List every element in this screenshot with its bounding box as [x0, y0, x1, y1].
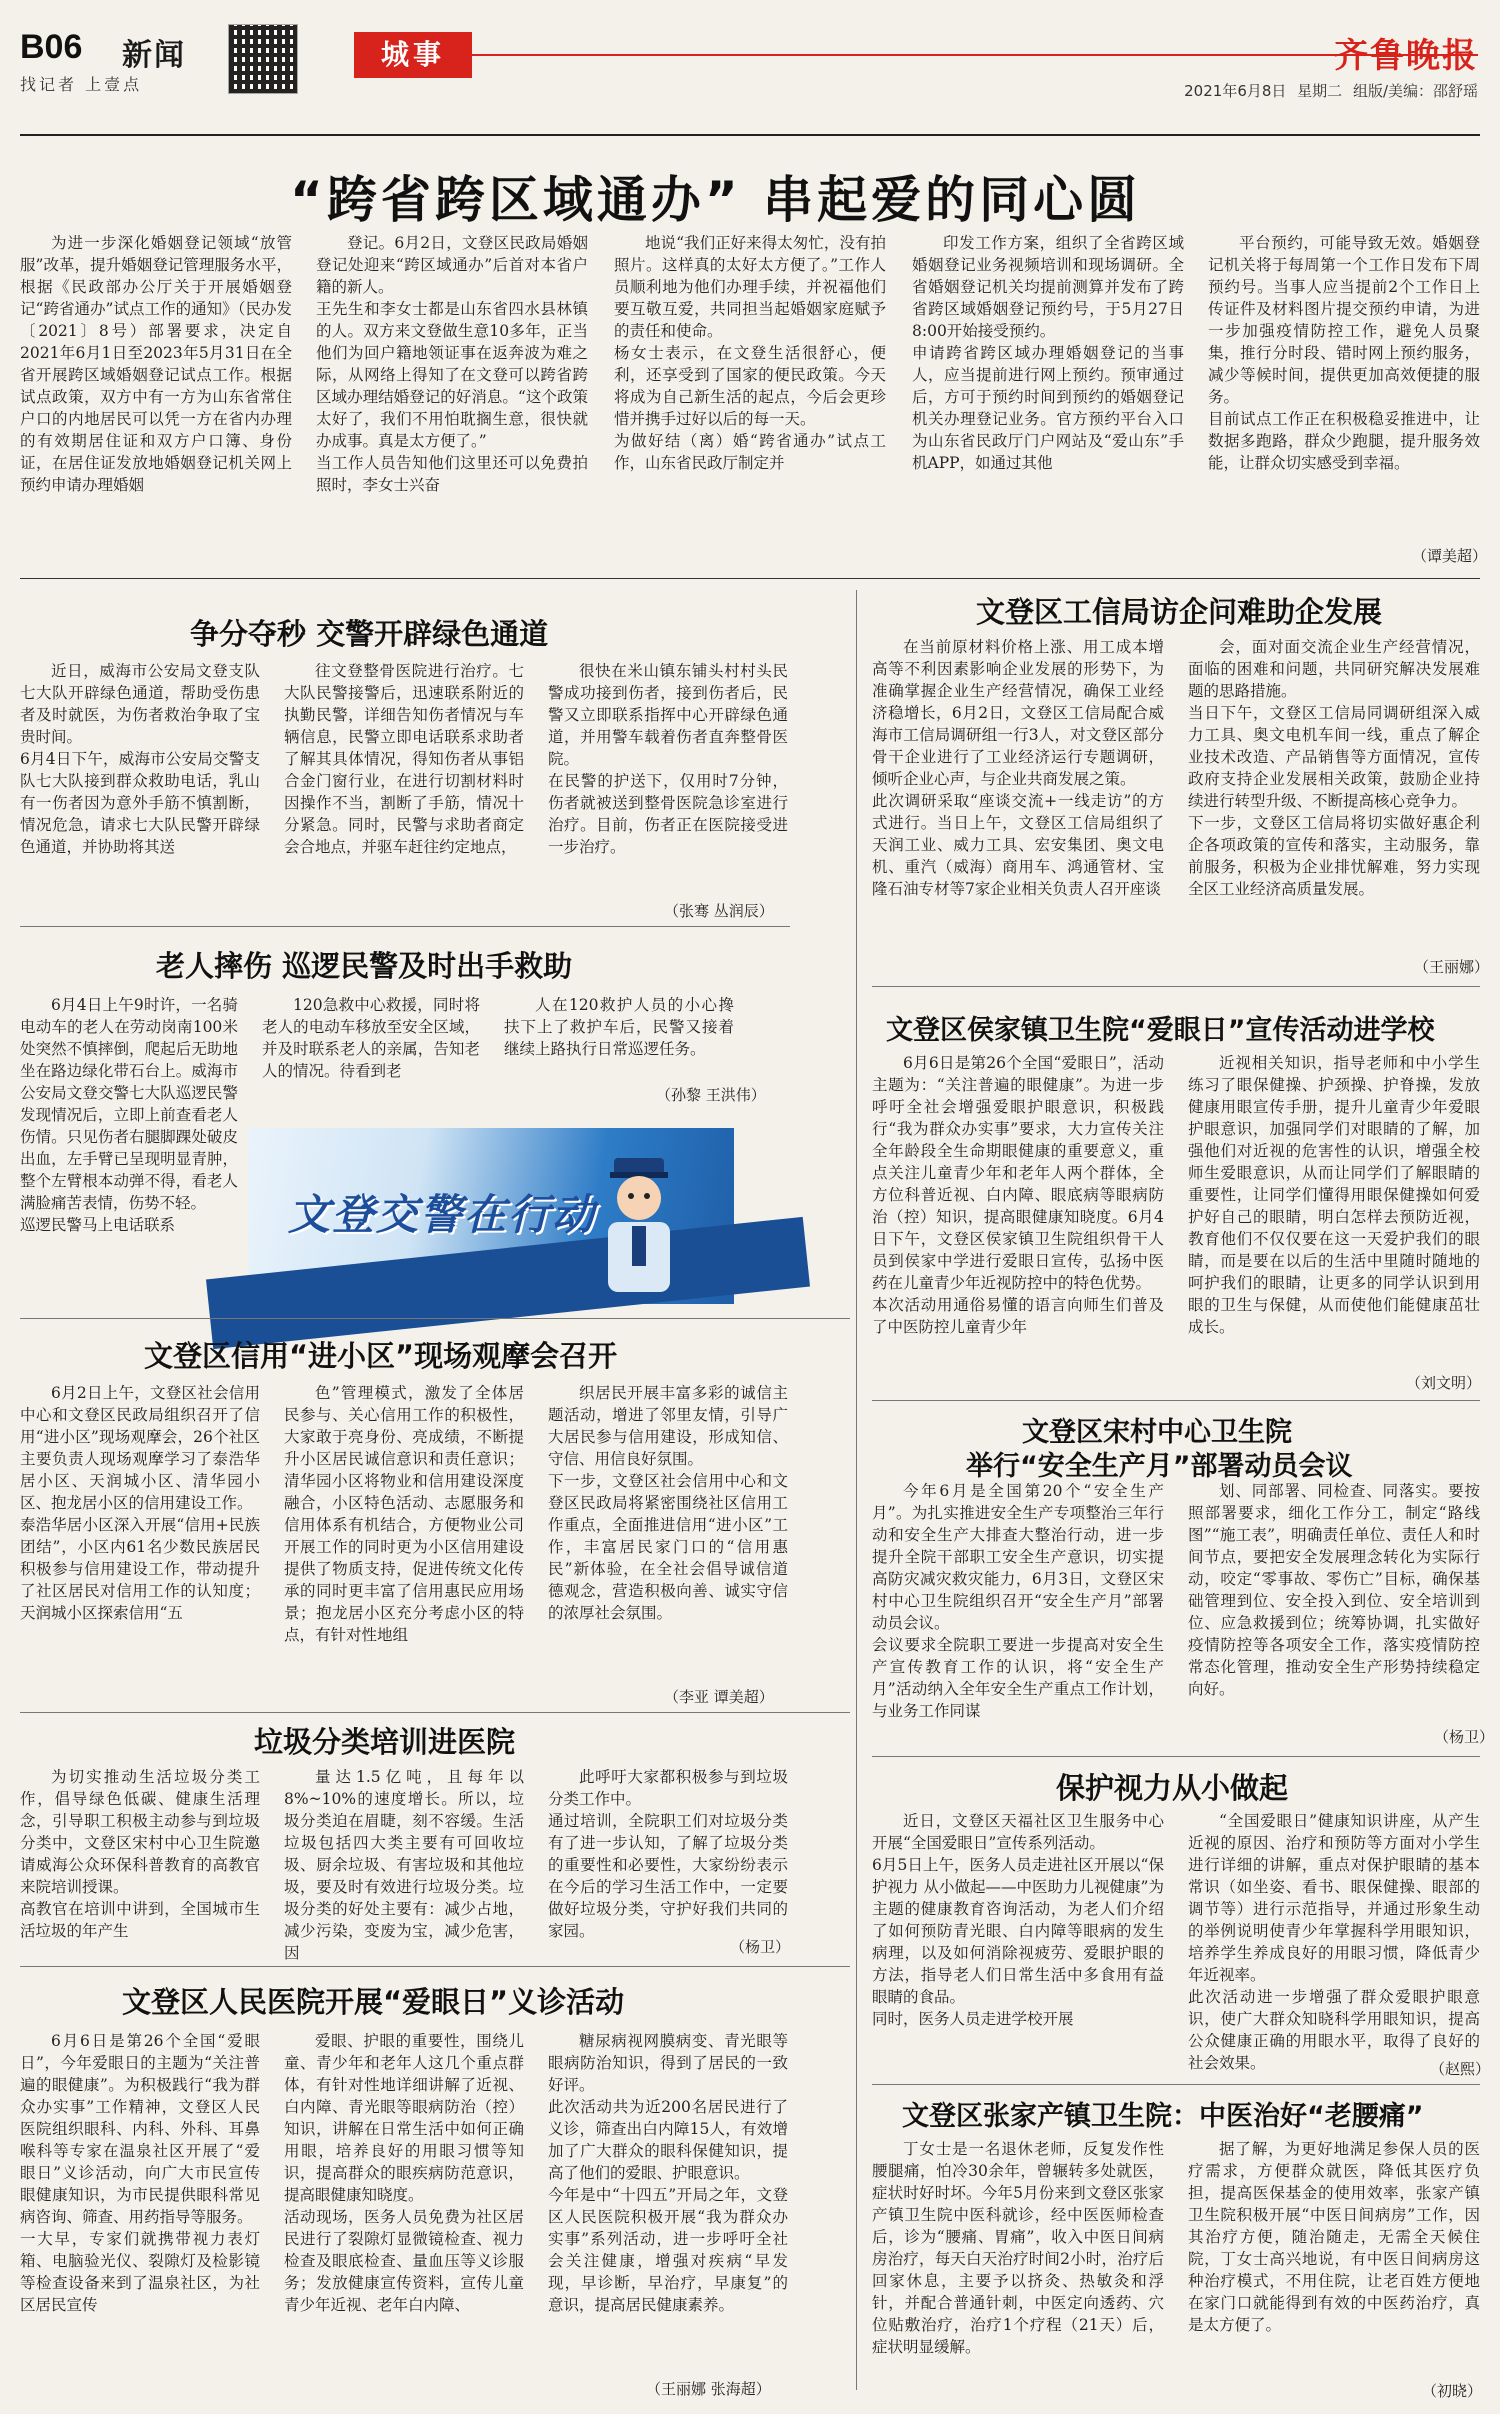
divider — [20, 926, 790, 927]
tag-rule — [472, 54, 1478, 56]
article-text: 印发工作方案，组织了全省跨区域婚姻登记业务视频培训和现场调研。全省婚姻登记机关均提前测算并发布了跨省跨区域婚姻登记预约号，于5月27日8:00开始接受预约。 申请跨省跨区域办理婚姻登记的当事人，应当提前进行网上预约。预审通过后，方可于预约时间到预约的婚姻登记机关办理登记业务。官方预约平台入口为山东省民政厅门户网站及“爱山东”手机APP，如通过其他 — [912, 234, 1184, 472]
headline-tcm-backpain: 文登区张家产镇卫生院：中医治好“老腰痛” — [902, 2101, 1424, 2132]
article-text: “全国爱眼日”健康知识讲座，从产生近视的原因、治疗和预防等方面对小学生进行详细的讲解，重点对保护眼睛的基本常识（如坐姿、看书、眼保健操、眼部的调节等）进行示范指导，并通过形象生动的举例说明使青少年掌握科学用眼知识，培养学生养成良好的用眼习惯，降低青少年近视率。 此次活动进一步增强了群众爱眼护眼意识，使广大群众知晓科学用眼知识，提高公众健康正确的用眼水平，取得了良好的社会效果。 — [1188, 1812, 1480, 2072]
article-text: 糖尿病视网膜病变、青光眼等眼病防治知识，得到了居民的一致好评。 此次活动共为近200名居民进行了义诊，筛查出白内障15人，有效增加了广大群众的眼科保健知识，提高了他们的爱眼、护眼意识。 今年是中“十四五”开局之年，文登区人民医院积极开展“我为群众办实事”系列活动，进一步呼吁全社会关注健康，增强对疾病“早发现，早诊断，早治疗，早康复”的意识，提高居民健康素养。 — [548, 2032, 788, 2314]
article-text: 今年6月是全国第20个“安全生产月”。为扎实推进安全生产专项整治三年行动和安全生产大排查大整治行动，进一步提升全院干部职工安全生产意识，切实提高防灾减灾救灾能力，6月3日，文登区宋村中心卫生院组织召开“安全生产月”部署动员会议。 会议要求全院职工要进一步提高对安全生产宣传教育工作的认识，将“安全生产月”活动纳入全年安全生产重点工作计划，与业务工作同谋 — [872, 1482, 1164, 1720]
divider — [872, 1756, 1480, 1757]
article-credit: （谭美超） — [1412, 547, 1488, 565]
byline: 找记者 上壹点 — [20, 75, 143, 94]
headline-garbage-sorting: 垃圾分类培训进医院 — [254, 1725, 516, 1759]
article-text: 平台预约，可能导致无效。婚姻登记机关将于每周第一个工作日发布下周预约号。当事人应当提前2个工作日上传证件及材料图片提交预约申请，为进一步加强疫情防控工作，避免人员聚集，推行分时段、错时网上预约服务，减少等候时间，提供更加高效便捷的服务。 目前试点工作正在积极稳妥推进中，让数据多跑路，群众少跑腿，提升服务效能，让群众切实感受到幸福。 — [1208, 234, 1480, 472]
article-text: 近日，文登区天福社区卫生服务中心开展“全国爱眼日”宣传系列活动。 6月5日上午，医务人员走进社区开展以“保护视力 从小做起——中医助力儿视健康”为主题的健康教育咨询活动，为老人们介绍了如何预防青光眼、白内障等眼病的发生病理，以及如何消除视疲劳、爱眼护眼的方法，指导老人们日常生活中多食用有益眼睛的食品。 同时，医务人员走进学校开展 — [872, 1812, 1164, 2028]
headline-houjia-eye-day: 文登区侯家镇卫生院“爱眼日”宣传活动进学校 — [886, 1015, 1435, 1046]
article-credit: （孙黎 王洪伟） — [656, 1086, 766, 1104]
divider — [872, 2084, 1480, 2085]
headline-credit-community: 文登区信用“进小区”现场观摩会召开 — [144, 1339, 618, 1373]
article-text: 在当前原材料价格上涨、用工成本增高等不利因素影响企业发展的形势下，为准确掌握企业生产经营情况，确保工业经济稳增长，6月2日，文登区工信局配合威海市工信局调研组一行3人，对文登区部分骨干企业进行了工业经济运行专题调研，倾听企业心声，与企业共商发展之策。 此次调研采取“座谈交流+一线走访”的方式进行。当日上午，文登区工信局组织了天润工业、威力工具、宏安集团、奥文电机、重汽（威海）商用车、鸿通管材、宝隆石油专材等7家企业相关负责人召开座谈 — [872, 638, 1164, 898]
article-text: 据了解，为更好地满足参保人员的医疗需求，方便群众就医，降低其医疗负担，提高医保基金的使用效率，张家产镇卫生院积极开展“中医日间病房”工作，因其治疗方便，随治随走，无需全天候住院，丁女士高兴地说，有中医日间病房这种治疗模式，不用住院，让老百姓方便地在家门口就能得到有效的中医药治疗，真是太方便了。 — [1188, 2140, 1480, 2334]
divider — [872, 986, 1480, 987]
article-text: 爱眼、护眼的重要性，围绕儿童、青少年和老年人这几个重点群体，有针对性地详细讲解了近视、白内障、青光眼等眼病防治（控）知识，讲解在日常生活中如何正确用眼，培养良好的用眼习惯等知识，提高群众的眼疾病防范意识，提高眼健康知晓度。 活动现场，医务人员免费为社区居民进行了裂隙灯显微镜检查、视力检查及眼底检查、量血压等义诊服务；发放健康宣传资料，宣传儿童青少年近视、老年白内障、 — [284, 2032, 524, 2314]
article-credit: （赵熙） — [1430, 2060, 1491, 2078]
article-text: 很快在米山镇东铺头村村头民警成功接到伤者，接到伤者后，民警又立即联系指挥中心开辟绿色通道，并用警车载着伤者直奔整骨医院。 在民警的护送下，仅用时7分钟，伤者就被送到整骨医院急诊室进行治疗。目前，伤者正在医院接受进一步治疗。 — [548, 662, 788, 856]
dateline: 2021年6月8日 星期二 组版/美编：邵舒瑶 — [1184, 82, 1478, 100]
article-text: 会，面对面交流企业生产经营情况，面临的困难和问题，共同研究解决发展难题的思路措施。 当日下午，文登区工信局同调研组深入威力工具、奥文电机车间一线，重点了解企业技术改造、产品销售等方面情况，宣传政府支持企业发展相关政策，鼓励企业持续进行转型升级、不断提高核心竞争力。 下一步，文登区工信局将切实做好惠企利企各项政策的宣传和落实，主动服务，靠前服务，积极为企业排忧解难，努力实现全区工业经济高质量发展。 — [1188, 638, 1480, 898]
article-credit: （张骞 丛润辰） — [664, 902, 774, 920]
article-credit: （杨卫） — [1434, 1728, 1495, 1746]
headline-songcun-title2: 举行“安全生产月”部署动员会议 — [966, 1451, 1353, 1482]
article-text: 近视相关知识，指导老师和中小学生练习了眼保健操、护颈操、护脊操，发放健康用眼宣传手册，提升儿童青少年爱眼护眼意识，加强同学们对眼睛的了解，加强他们对近视的危害性的认识，增强全校师生爱眼意识，从而让同学们了解眼睛的重要性，让同学们懂得用眼保健操如何爱护好自己的眼睛，明白怎样去预防近视，教育他们不仅仅要在这一天爱护我们的眼睛，而是要在以后的生活中里随时随地的呵护我们的眼睛，让更多的同学认识到用眼的卫生与保健，从而使他们能健康茁壮成长。 — [1188, 1054, 1480, 1336]
article-text: 织居民开展丰富多彩的诚信主题活动，增进了邻里友情，引导广大居民参与信用建设，形成知信、守信、用信良好氛围。 下一步，文登区社会信用中心和文登区民政局将紧密围绕社区信用工作重点，全面推进信用“进小区”工作，丰富居民家门口的“信用惠民”新体验，在全社会倡导诚信道德观念，营造积极向善、诚实守信的浓厚社会氛围。 — [548, 1384, 788, 1622]
page-number: B06 — [20, 28, 83, 66]
article-text: 人在120救护人员的小心搀扶下上了救护车后，民警又接着继续上路执行日常巡逻任务。 — [504, 996, 734, 1058]
masthead — [20, 24, 1480, 104]
masthead-rule — [20, 134, 1480, 136]
article-text: 量达1.5亿吨，且每年以8%~10%的速度增长。所以，垃圾分类迫在眉睫，刻不容缓。生活垃圾包括四大类主要有可回收垃圾、厨余垃圾、有害垃圾和其他垃圾，要及时有效进行垃圾分类。垃圾分类的好处主要有：减少占地，减少污染，变废为宝，减少危害，因 — [284, 1768, 524, 1962]
qr-code-icon — [228, 24, 298, 94]
article-text: 此呼吁大家都积极参与到垃圾分类工作中。 通过培训，全院职工们对垃圾分类有了进一步认知，了解了垃圾分类的重要性和必要性，大家纷纷表示在今后的学习生活工作中，一定要做好垃圾分类，守护好我们共同的家园。 — [548, 1768, 788, 1940]
divider — [20, 1318, 850, 1319]
article-credit: （刘文明） — [1406, 1374, 1482, 1392]
police-officer-icon — [584, 1148, 694, 1298]
article-text: 近日，威海市公安局文登支队七大队开辟绿色通道，帮助受伤患者及时就医，为伤者救治争取了宝贵时间。 6月4日下午，威海市公安局交警支队七大队接到群众救助电话，乳山有一伤者因为意外手筋不慎割断，情况危急，请求七大队民警开辟绿色通道，并协助将其送 — [20, 662, 260, 856]
article-text: 地说“我们正好来得太匆忙，没有拍照片。这样真的太好太方便了。”工作人员顺利地为他们办理手续，并祝福他们要互敬互爱，共同担当起婚姻家庭赋予的责任和使命。 杨女士表示，在文登生活很舒心，便利，还享受到了国家的便民政策。今天将成为自己新生活的起点，今后会更珍惜并携手过好以后的每一天。 为做好结（离）婚“跨省通办”试点工作，山东省民政厅制定并 — [614, 234, 886, 472]
divider — [20, 578, 1480, 579]
headline-cross-province: “跨省跨区域通办” 串起爱的同心圆 — [290, 171, 1142, 229]
article-text: 为进一步深化婚姻登记领域“放管服”改革，提升婚姻登记管理服务水平，根据《民政部办公厅关于开展婚姻登记“跨省通办”试点工作的通知》（民办发〔2021〕8号）部署要求，决定自2021年6月1日至2023年5月31日在全省开展跨区域婚姻登记试点工作。根据试点政策，双方中有一方为山东省常住户口的内地居民可以凭一方在省内办理的有效期居住证和双方户口簿、身份证，在居住证发放地婚姻登记机关网上预约申请办理婚姻 — [20, 234, 292, 494]
section-tag: 城事 — [354, 32, 472, 78]
divider — [872, 1400, 1480, 1401]
article-text: 登记。6月2日，文登区民政局婚姻登记处迎来“跨区域通办”后首对本省户籍的新人。 王先生和李女士都是山东省四水县林镇的人。双方来文登做生意10多年，正当他们为回户籍地领证事在返奔波为难之际，从网络上得知了在文登可以跨省跨区域办理结婚登记的好消息。“这个政策太好了，我们不用怕耽搁生意，很快就办成事。真是太方便了。” 当工作人员告知他们这里还可以免费拍照时，李女士兴奋 — [316, 234, 588, 494]
article-credit: （杨卫） — [730, 1938, 791, 1956]
article-text: 120急救中心救援，同时将老人的电动车移放至安全区域，并及时联系老人的亲属，告知老人的情况。待看到老 — [262, 996, 480, 1080]
headline-eye-clinic: 文登区人民医院开展“爱眼日”义诊活动 — [122, 1985, 625, 2019]
divider — [20, 1966, 850, 1967]
article-text: 6月2日上午，文登区社会信用中心和文登区民政局组织召开了信用“进小区”现场观摩会，26个社区主要负责人现场观摩学习了泰浩华居小区、天润城小区、清华园小区、抱龙居小区的信用建设工作。 泰浩华居小区深入开展“信用+民族团结”，小区内61名少数民族居民积极参与信用建设工作，带动提升了社区居民对信用工作的认知度；天润城小区探索信用“五 — [20, 1384, 260, 1622]
banner-text: 文登交警在行动 — [288, 1190, 597, 1239]
headline-green-channel: 争分夺秒 交警开辟绿色通道 — [190, 617, 549, 651]
article-text: 6月6日是第26个全国“爱眼日”，今年爱眼日的主题为“关注普遍的眼健康”。为积极践行“我为群众办实事”工作精神，文登区人民医院组织眼科、内科、外科、耳鼻喉科等专家在温泉社区开展了“爱眼日”义诊活动，向广大市民宣传眼健康知识，为市民提供眼科常见病咨询、筛查、用药指导等服务。 一大早，专家们就携带视力表灯箱、电脑验光仪、裂隙灯及检影镜等检查设备来到了温泉社区，为社区居民宣传 — [20, 2032, 260, 2314]
article-text: 划、同部署、同检查、同落实。要按照部署要求，细化工作分工，制定“路线图”“施工表”，明确责任单位、责任人和时间节点，要把安全发展理念转化为实际行动，咬定“零事故、零伤亡”目标，确保基础管理到位、安全投入到位、安全培训到位、应急救援到位；统筹协调，扎实做好疫情防控等各项安全工作，落实疫情防控常态化管理，推动安全生产形势持续稳定向好。 — [1188, 1482, 1480, 1698]
headline-songcun-title1: 文登区宋村中心卫生院 — [1022, 1417, 1292, 1448]
article-credit: （初晓） — [1422, 2382, 1483, 2400]
headline-protect-vision: 保护视力从小做起 — [1056, 1771, 1289, 1805]
headline-elderly-rescue: 老人摔伤 巡逻民警及时出手救助 — [156, 949, 573, 983]
article-text: 为切实推动生活垃圾分类工作，倡导绿色低碳、健康生活理念，引导职工积极主动参与到垃圾分类中，文登区宋村中心卫生院邀请威海公众环保科普教育的高教官来院培训授课。 高教官在培训中讲到，全国城市生活垃圾的年产生 — [20, 1768, 260, 1940]
police-banner-image — [248, 1128, 734, 1304]
article-credit: （李亚 谭美超） — [664, 1688, 774, 1706]
article-text: 丁女士是一名退休老师，反复发作性腰腿痛，怕冷30余年，曾辗转多处就医，症状时好时坏。今年5月份来到文登区张家产镇卫生院中医科就诊，经中医医师检查后，诊为“腰痛、胃痛”，收入中医日间病房治疗，每天白天治疗时间2小时，治疗后回家休息，主要予以挤灸、热敏灸和浮针，并配合普通针刺，中医定向透药、穴位贴敷治疗，治疗1个疗程（21天）后，症状明显缓解。 — [872, 2140, 1164, 2356]
article-text: 往文登整骨医院进行治疗。七大队民警接警后，迅速联系附近的执勤民警，详细告知伤者情况与车辆信息，民警立即电话联系求助者了解其具体情况，得知伤者从事铝合金门窗行业，在进行切割材料时因操作不当，割断了手筋，情况十分紧急。同时，民警与求助者商定会合地点，并驱车赶往约定地点， — [284, 662, 524, 856]
column-divider — [856, 590, 857, 2390]
article-credit: （王丽娜 张海超） — [646, 2380, 771, 2398]
divider — [20, 1712, 850, 1713]
newspaper-logo: 齐鲁晚报 — [1334, 36, 1478, 76]
section-name: 新闻 — [122, 38, 186, 73]
article-text: 6月4日上午9时许，一名骑电动车的老人在劳动岗南100米处突然不慎摔倒，爬起后无助地坐在路边绿化带石台上。威海市公安局文登交警七大队巡逻民警发现情况后，立即上前查看老人伤情。只见伤者右腿脚踝处破皮出血，左手臂已呈现明显青肿，整个左臂根本动弹不得，看老人满脸痛苦表情，伤势不轻。 巡逻民警马上电话联系 — [20, 996, 238, 1234]
article-text: 6月6日是第26个全国“爱眼日”，活动主题为：“关注普遍的眼健康”。为进一步呼吁全社会增强爱眼护眼意识，积极践行“我为群众办实事”要求，大力宣传关注全年龄段全生命期眼健康的重要意义，重点关注儿童青少年和老年人两个群体，全方位科普近视、白内障、眼底病等眼病防治（控）知识，提高眼健康知晓度。6月4日下午，文登区侯家镇卫生院组织骨干人员到侯家中学进行爱眼日宣传，弘扬中医药在儿童青少年近视防控中的特色优势。 本次活动用通俗易懂的语言向师生们普及了中医防控儿童青少年 — [872, 1054, 1164, 1336]
article-credit: （王丽娜） — [1414, 958, 1490, 976]
headline-industry-bureau: 文登区工信局访企问难助企发展 — [976, 595, 1383, 629]
article-text: 色”管理模式，激发了全体居民参与、关心信用工作的积极性，大家敢于亮身份、亮成绩，不断提升小区居民诚信意识和责任意识；清华园小区将物业和信用建设深度融合，小区特色活动、志愿服务和信用体系有机结合，方便物业公司开展工作的同时更为小区信用建设提供了物质支持，促进传统文化传承的同时更丰富了信用惠民应用场景；抱龙居小区充分考虑小区的特点，有针对性地组 — [284, 1384, 524, 1644]
